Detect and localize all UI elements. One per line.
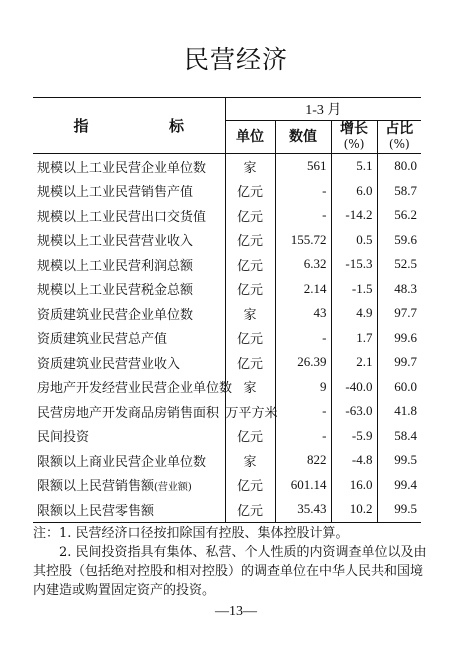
row-value: 35.43 (275, 497, 331, 522)
table-row (33, 497, 421, 522)
row-share: 99.5 (377, 497, 421, 522)
row-growth: -4.8 (331, 448, 377, 473)
row-name: 规模以上工业民营利润总额 (37, 258, 194, 274)
row-share: 58.7 (377, 179, 421, 204)
row-unit: 家 (225, 375, 275, 400)
header-growth (331, 121, 377, 154)
row-unit: 家 (225, 301, 275, 326)
row-unit: 家 (225, 448, 275, 473)
row-name: 房地产开发经营业民营企业单位数 (37, 381, 233, 397)
row-growth: 0.5 (331, 228, 377, 253)
row-share: 99.6 (377, 326, 421, 351)
row-value: 43 (275, 301, 331, 326)
row-value: 155.72 (275, 228, 331, 253)
table-row (33, 473, 421, 498)
notes (33, 524, 433, 600)
page-title: 民营经济 (183, 45, 288, 74)
row-share: 80.0 (377, 154, 421, 179)
header-indicator-label-1: 指 (73, 117, 89, 135)
row-name-suffix: (营业额) (154, 482, 192, 494)
row-name: 限额以上商业民营企业单位数 (37, 454, 207, 470)
row-name: 规模以上工业民营税金总额 (37, 283, 194, 299)
row-value: - (275, 179, 331, 204)
header-share (377, 121, 421, 154)
row-name: 限额以上民营零售额 (37, 503, 155, 519)
table-row (33, 203, 421, 228)
private-economy-table (33, 97, 421, 523)
row-value: - (275, 203, 331, 228)
table-row (33, 399, 421, 424)
row-share: 41.8 (377, 399, 421, 424)
row-growth: -1.5 (331, 277, 377, 302)
row-unit: 万平方米 (225, 399, 275, 424)
table-row (33, 154, 421, 179)
table-row (33, 252, 421, 277)
header-value: 数值 (275, 121, 331, 154)
header-growth-label: 增长 (340, 121, 368, 137)
header-growth-unit: (%) (343, 137, 365, 151)
row-unit: 亿元 (225, 424, 275, 449)
row-name: 民营房地产开发商品房销售面积 (37, 405, 220, 421)
table-row (33, 228, 421, 253)
header-share-unit: (%) (388, 137, 410, 151)
row-share: 97.7 (377, 301, 421, 326)
row-unit: 家 (225, 154, 275, 179)
row-name: 民间投资 (37, 430, 90, 446)
row-unit: 亿元 (225, 228, 275, 253)
table-row (33, 179, 421, 204)
table-row (33, 326, 421, 351)
row-value: 822 (275, 448, 331, 473)
row-unit: 亿元 (225, 179, 275, 204)
row-value: - (275, 399, 331, 424)
row-share: 59.6 (377, 228, 421, 253)
row-growth: -63.0 (331, 399, 377, 424)
page-number: —13— (215, 604, 257, 619)
row-unit: 亿元 (225, 473, 275, 498)
row-growth: 6.0 (331, 179, 377, 204)
row-value: 9 (275, 375, 331, 400)
table-row (33, 301, 421, 326)
row-growth: -14.2 (331, 203, 377, 228)
table-row (33, 277, 421, 302)
row-unit: 亿元 (225, 277, 275, 302)
note-2: 2. 民间投资指具有集体、私营、个人性质的内资调查单位以及由其控股（包括绝对控股和相对控股）的调查单位在中华人民共和国境内建造或购置固定资产的投资。 (33, 545, 427, 598)
table-row (33, 350, 421, 375)
row-name: 资质建筑业民营企业单位数 (37, 307, 194, 323)
header-unit: 单位 (225, 121, 275, 154)
row-name: 规模以上工业民营营业收入 (37, 234, 194, 250)
row-unit: 亿元 (225, 252, 275, 277)
row-growth: -15.3 (331, 252, 377, 277)
row-name (33, 473, 225, 498)
row-unit: 亿元 (225, 350, 275, 375)
row-growth: 10.2 (331, 497, 377, 522)
row-share: 52.5 (377, 252, 421, 277)
row-growth: 2.1 (331, 350, 377, 375)
row-unit: 亿元 (225, 497, 275, 522)
note-1: 注：1. 民营经济口径按扣除国有控股、集体控股计算。 (33, 526, 349, 541)
row-name: 规模以上工业民营出口交货值 (37, 209, 207, 225)
table-row (33, 375, 421, 400)
row-unit: 亿元 (225, 203, 275, 228)
table-row (33, 424, 421, 449)
row-growth: -40.0 (331, 375, 377, 400)
row-value: 2.14 (275, 277, 331, 302)
row-name: 资质建筑业民营总产值 (37, 332, 168, 348)
row-growth: 4.9 (331, 301, 377, 326)
row-growth: 16.0 (331, 473, 377, 498)
row-share: 99.7 (377, 350, 421, 375)
row-value: 6.32 (275, 252, 331, 277)
row-share: 99.5 (377, 448, 421, 473)
row-share: 60.0 (377, 375, 421, 400)
header-period: 1-3 月 (225, 98, 421, 121)
row-growth: 1.7 (331, 326, 377, 351)
row-name: 资质建筑业民营营业收入 (37, 356, 181, 372)
row-value: 561 (275, 154, 331, 179)
row-growth: 5.1 (331, 154, 377, 179)
row-value: 601.14 (275, 473, 331, 498)
header-indicator (33, 98, 225, 154)
row-value: 26.39 (275, 350, 331, 375)
row-name: 规模以上工业民营销售产值 (37, 185, 194, 201)
header-indicator-label-2: 标 (168, 117, 184, 135)
row-value: - (275, 424, 331, 449)
row-share: 48.3 (377, 277, 421, 302)
row-growth: -5.9 (331, 424, 377, 449)
row-share: 58.4 (377, 424, 421, 449)
row-share: 56.2 (377, 203, 421, 228)
table-row (33, 448, 421, 473)
header-share-label: 占比 (385, 121, 414, 137)
row-unit: 亿元 (225, 326, 275, 351)
row-name-text: 限额以上民营销售额 (37, 479, 155, 495)
row-value: - (275, 326, 331, 351)
row-name: 规模以上工业民营企业单位数 (37, 160, 207, 176)
row-share: 99.4 (377, 473, 421, 498)
